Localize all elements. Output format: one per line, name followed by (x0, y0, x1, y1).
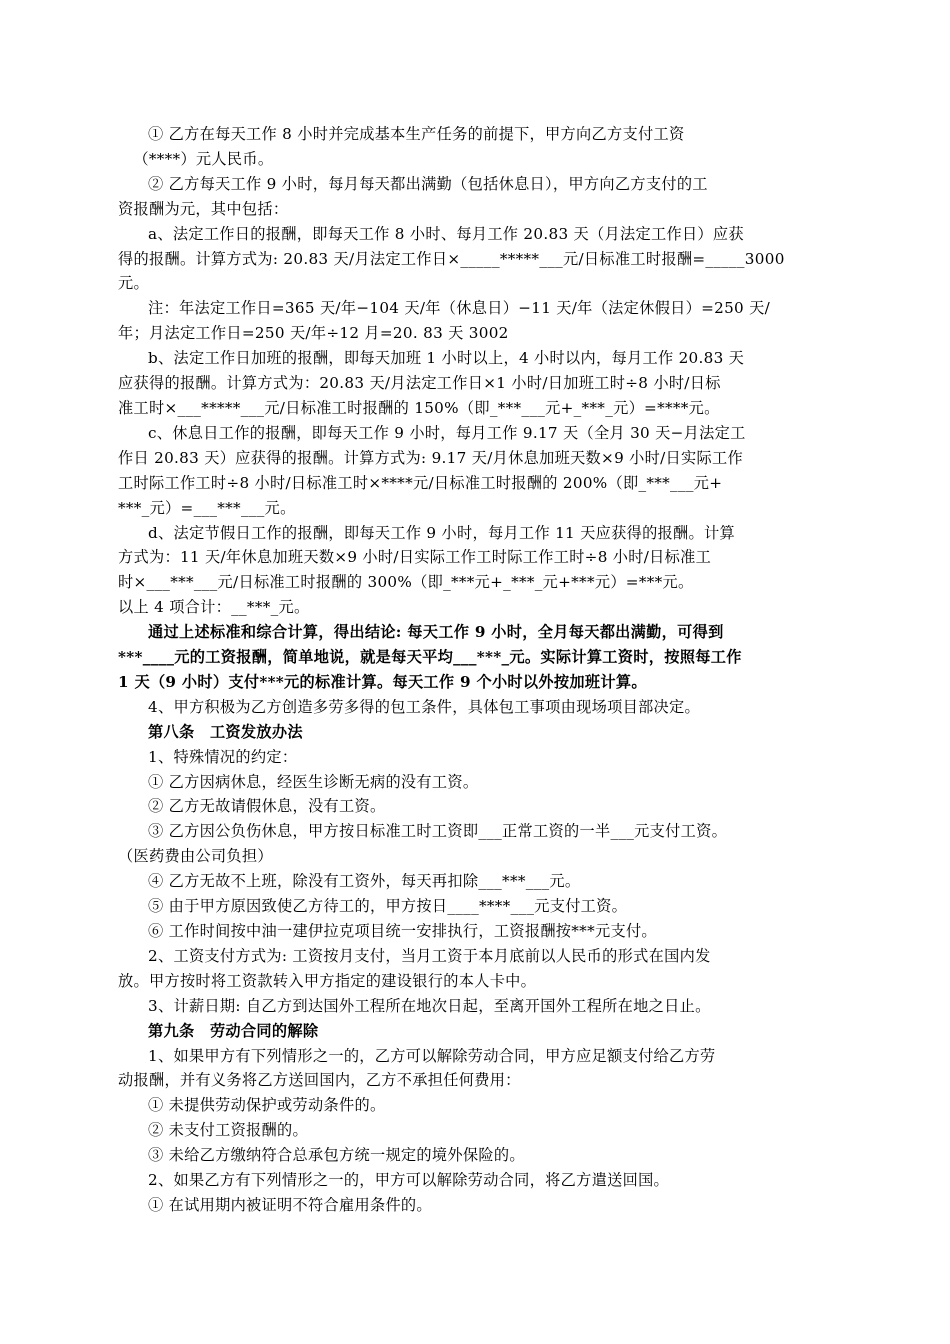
text-line: d、法定节假日工作的报酬，即每天工作 9 小时，每月工作 11 天应获得的报酬。计算 (148, 523, 735, 542)
text-line: 2、如果乙方有下列情形之一的，甲方可以解除劳动合同，将乙方遣送回国。 (148, 1171, 670, 1190)
text-line: （****）元人民币。 (118, 149, 274, 168)
text-line: （医药费由公司负担） (118, 847, 273, 866)
contract-document-page (118, 122, 834, 1218)
text-line: 以上 4 项合计：__***_元。 (118, 598, 310, 617)
bold-text-line: 1 天（9 小时）支付***元的标准计算。每天工作 9 个小时以外按加班计算。 (118, 672, 647, 691)
text-line: 4、甲方积极为乙方创造多劳多得的包工条件，具体包工事项由现场项目部决定。 (148, 697, 701, 716)
text-line: 工时际工作工时÷8 小时/日标准工时×****元/日标准工时报酬的 200%（即_***___元+ (118, 473, 723, 492)
text-line: ⑥ 工作时间按中油一建伊拉克项目统一安排执行，工资报酬按***元支付。 (148, 922, 657, 940)
bold-text-line: 第九条 劳动合同的解除 (148, 1021, 319, 1040)
text-line: 1、特殊情况的约定： (148, 747, 298, 766)
bold-text-line: 通过上述标准和综合计算，得出结论: 每天工作 9 小时，全月每天都出满勤，可得到 (148, 623, 724, 642)
text-line: b、法定工作日加班的报酬，即每天加班 1 小时以上，4 小时以内，每月工作 20.83 天 (148, 349, 745, 368)
text-line: ② 乙方每天工作 9 小时，每月每天都出满勤（包括休息日），甲方向乙方支付的工 (148, 174, 708, 193)
text-line: 年；月法定工作日=250 天/年÷12 月=20. 83 天 3002 (118, 324, 509, 343)
text-line: 3、计薪日期: 自乙方到达国外工程所在地次日起，至离开国外工程所在地之日止。 (148, 996, 711, 1015)
text-line: 资报酬为元，其中包括： (118, 199, 289, 218)
text-line: ① 在试用期内被证明不符合雇用条件的。 (148, 1195, 432, 1214)
text-line: ① 未提供劳动保护或劳动条件的。 (148, 1096, 386, 1115)
text-line: 作日 20.83 天）应获得的报酬。计算方式为: 9.17 天/月休息加班天数×9 小时/日实际工作 (118, 448, 743, 467)
text-line: ② 未支付工资报酬的。 (148, 1121, 309, 1140)
text-line: 1、如果甲方有下列情形之一的，乙方可以解除劳动合同，甲方应足额支付给乙方劳 (148, 1046, 716, 1065)
text-line: ***_元）=___***___元。 (118, 498, 296, 517)
bold-text-line: ***____元的工资报酬，简单地说，就是每天平均___***_元。实际计算工资时，按照每工作 (118, 648, 742, 667)
text-line: ① 乙方在每天工作 8 小时并完成基本生产任务的前提下，甲方向乙方支付工资 (148, 125, 685, 143)
text-line: c、休息日工作的报酬，即每天工作 9 小时，每月工作 9.17 天（全月 30 天−月法定工 (148, 423, 746, 442)
text-line: 得的报酬。计算方式为: 20.83 天/月法定工作日×_____*****___元/日标准工时报酬=_____3000 (118, 249, 785, 268)
text-line: 时×___***___元/日标准工时报酬的 300%（即_***元+_***_元+***元）=***元。 (118, 573, 694, 592)
text-line: ⑤ 由于甲方原因致使乙方待工的，甲方按日____****___元支付工资。 (148, 897, 628, 916)
text-line: ① 乙方因病休息，经医生诊断无病的没有工资。 (148, 772, 479, 791)
text-line: ③ 未给乙方缴纳符合总承包方统一规定的境外保险的。 (148, 1146, 525, 1165)
text-line: 应获得的报酬。计算方式为：20.83 天/月法定工作日×1 小时/日加班工时÷8 小时/日标 (118, 374, 721, 393)
text-line: a、法定工作日的报酬，即每天工作 8 小时、每月工作 20.83 天（月法定工作日）应获 (148, 224, 744, 243)
text-line: 动报酬，并有义务将乙方送回国内，乙方不承担任何费用： (118, 1071, 521, 1090)
text-line: 注：年法定工作日=365 天/年−104 天/年（休息日）−11 天/年（法定休假日）=250 天/ (148, 299, 771, 318)
text-line: ② 乙方无故请假休息，没有工资。 (148, 797, 386, 816)
text-line: 元。 (118, 274, 149, 293)
text-line: 方式为：11 天/年休息加班天数×9 小时/日实际工作工时际工作工时÷8 小时/日标准工 (118, 548, 712, 567)
text-line: ③ 乙方因公负伤休息，甲方按日标准工时工资即___正常工资的一半___元支付工资。 (148, 822, 728, 841)
text-line: 2、工资支付方式为: 工资按月支付，当月工资于本月底前以人民币的形式在国内发 (148, 946, 711, 965)
text-line: 准工时×___*****___元/日标准工时报酬的 150%（即_***___元+_***_元）=****元。 (118, 398, 720, 417)
text-line: 放。甲方按时将工资款转入甲方指定的建设银行的本人卡中。 (118, 971, 537, 990)
bold-text-line: 第八条 工资发放办法 (148, 722, 303, 741)
text-line: ④ 乙方无故不上班，除没有工资外，每天再扣除___***___元。 (148, 872, 581, 891)
